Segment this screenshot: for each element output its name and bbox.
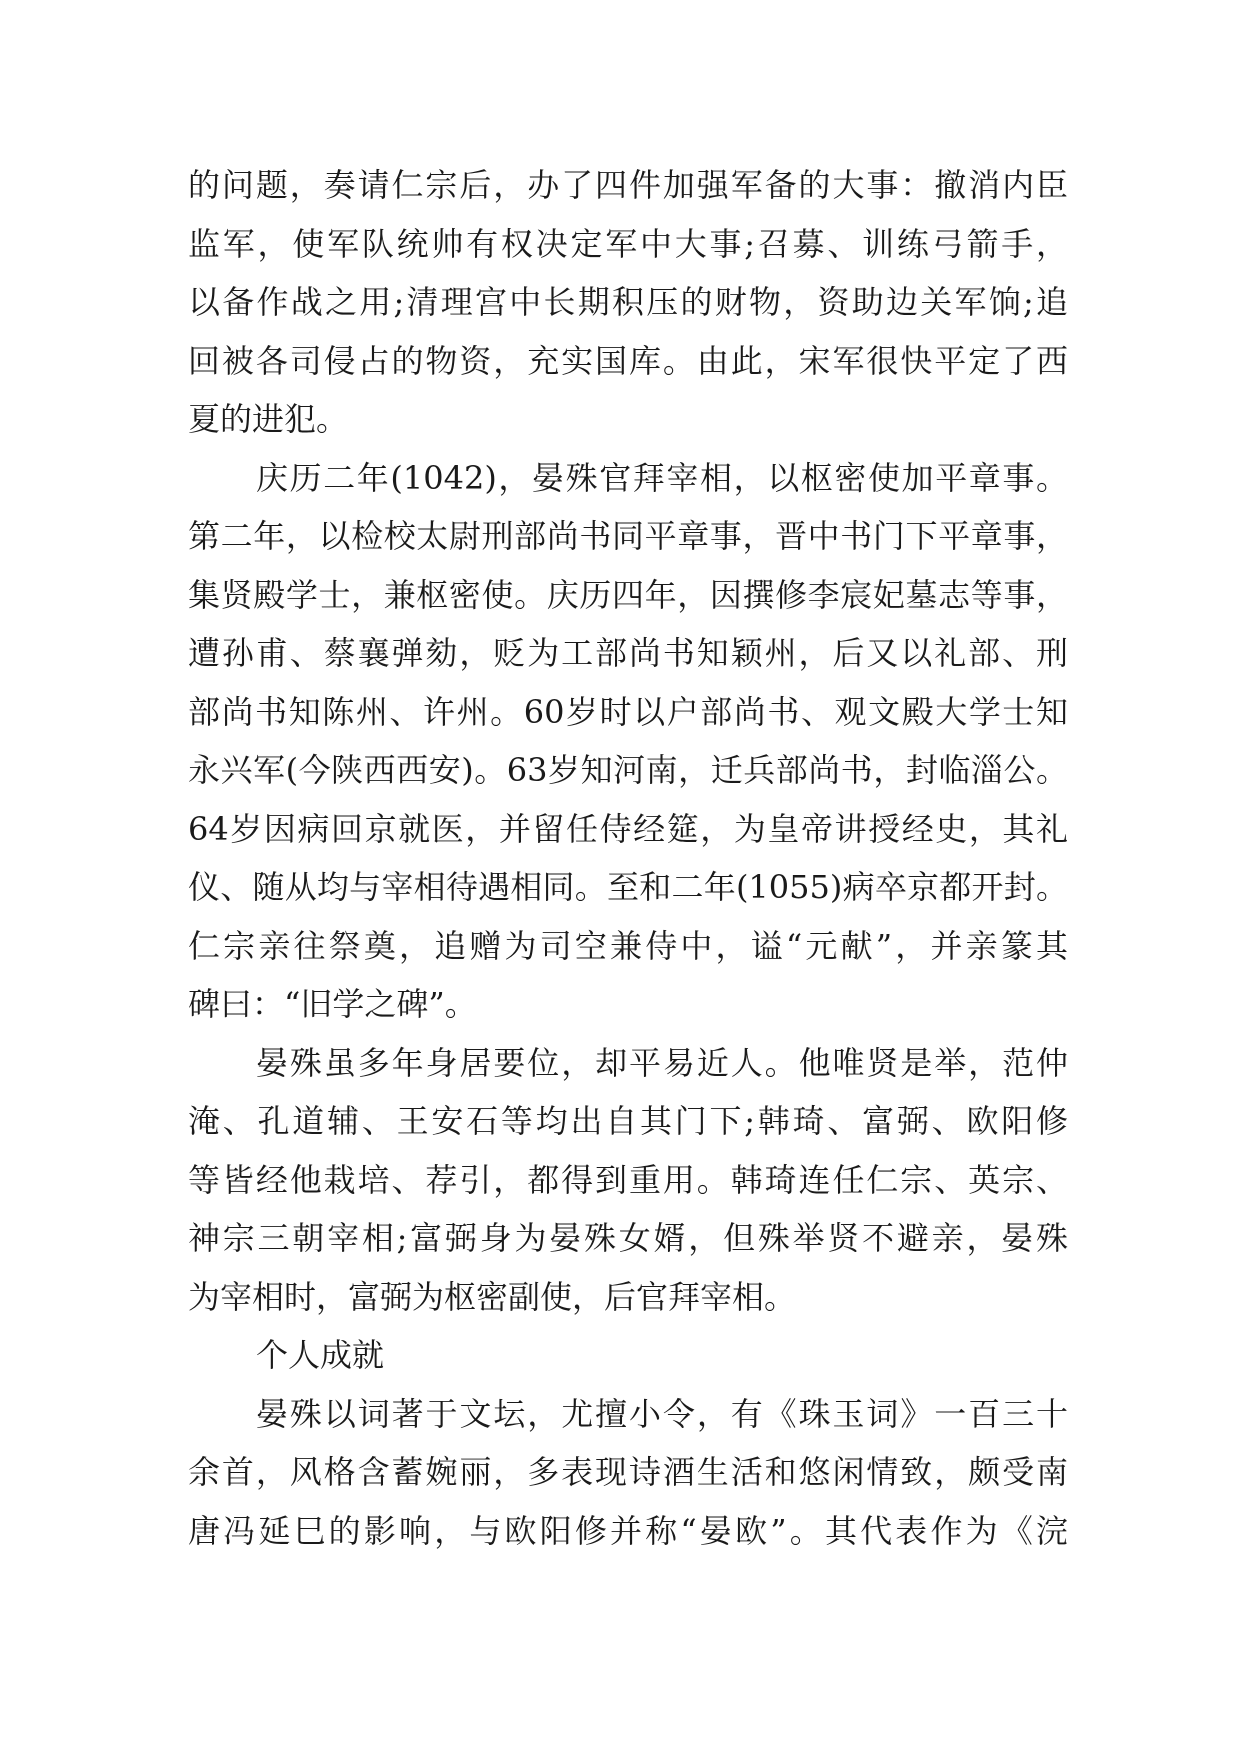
paragraph-3-line-5: 为宰相时，富弼为枢密副使，后官拜宰相。 (188, 1277, 797, 1316)
paragraph-1-line-1: 的问题，奏请仁宗后，办了四件加强军备的大事：撤消内臣 (188, 166, 1068, 204)
paragraph-1-line-3: 以备作战之用;清理宫中长期积压的财物，资助边关军饷;追 (188, 283, 1068, 321)
paragraph-3-line-2: 淹、孔道辅、王安石等均出自其门下;韩琦、富弼、欧阳修 (188, 1102, 1068, 1140)
document-body (188, 156, 1068, 1560)
paragraph-4-line-3: 唐冯延巳的影响，与欧阳修并称“晏欧”。其代表作为《浣 (188, 1511, 1068, 1550)
paragraph-3-line-1: 晏殊虽多年身居要位，却平易近人。他唯贤是举，范仲 (256, 1043, 1068, 1082)
paragraph-2-line-7: 64岁因病回京就医，并留任侍经筵，为皇帝讲授经史，其礼 (188, 809, 1068, 848)
paragraph-2-line-8: 仪、随从均与宰相待遇相同。至和二年(1055)病卒京都开封。 (188, 868, 1068, 906)
paragraph-3-line-3: 等皆经他栽培、荐引，都得到重用。韩琦连任仁宗、英宗、 (188, 1160, 1068, 1199)
paragraph-4-line-1: 晏殊以词著于文坛，尤擅小令，有《珠玉词》一百三十 (256, 1394, 1068, 1433)
paragraph-2-line-6: 永兴军(今陕西西安)。63岁知河南，迁兵部尚书，封临淄公。 (188, 751, 1068, 789)
paragraph-2-line-5: 部尚书知陈州、许州。60岁时以户部尚书、观文殿大学士知 (188, 692, 1068, 731)
paragraph-3-line-4: 神宗三朝宰相;富弼身为晏殊女婿，但殊举贤不避亲，晏殊 (188, 1219, 1068, 1257)
paragraph-1-line-2: 监军，使军队统帅有权决定军中大事;召募、训练弓箭手， (188, 224, 1068, 263)
paragraph-2-line-3: 集贤殿学士，兼枢密使。庆历四年，因撰修李宸妃墓志等事， (188, 575, 1068, 614)
paragraph-2-line-2: 第二年，以检校太尉刑部尚书同平章事，晋中书门下平章事， (188, 517, 1068, 555)
paragraph-1-line-5: 夏的进犯。 (188, 400, 349, 438)
paragraph-2-line-9: 仁宗亲往祭奠，追赠为司空兼侍中，谥“元献”，并亲篆其 (188, 926, 1068, 965)
section-heading: 个人成就 (256, 1336, 385, 1374)
paragraph-2-line-1: 庆历二年(1042)，晏殊官拜宰相，以枢密使加平章事。 (256, 458, 1068, 497)
paragraph-2-line-10: 碑曰：“旧学之碑”。 (188, 985, 477, 1023)
paragraph-2-line-4: 遭孙甫、蔡襄弹劾，贬为工部尚书知颖州，后又以礼部、刑 (188, 634, 1068, 672)
paragraph-4-line-2: 余首，风格含蓄婉丽，多表现诗酒生活和悠闲情致，颇受南 (188, 1453, 1068, 1491)
paragraph-1-line-4: 回被各司侵占的物资，充实国库。由此，宋军很快平定了西 (188, 341, 1068, 380)
